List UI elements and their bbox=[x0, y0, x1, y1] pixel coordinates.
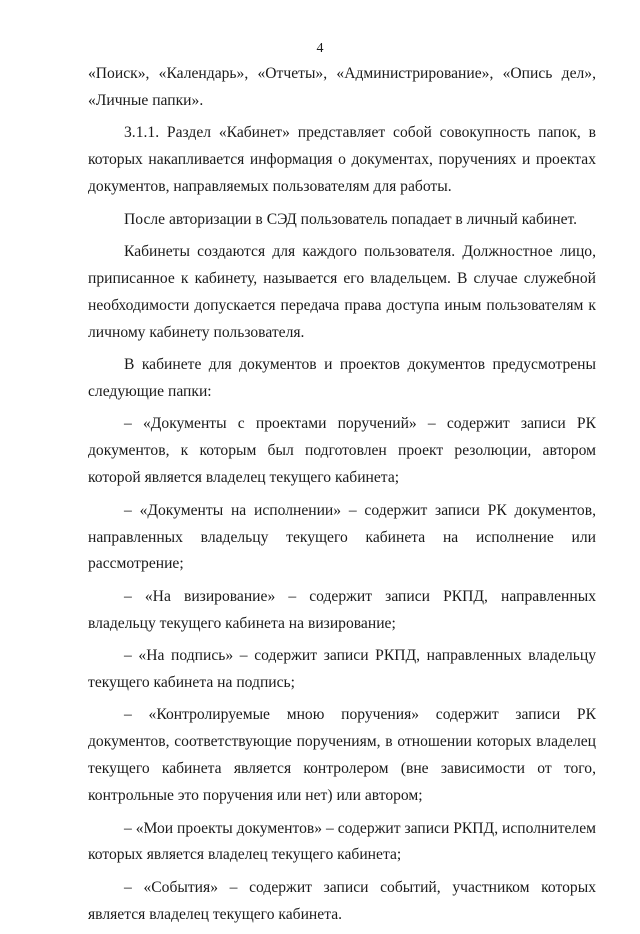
list-item-folder-in-execution: – «Документы на исполнении» – содержит записи РК документов, направленных владельцу текущего кабинета на исполнение или рассмотрение; bbox=[88, 501, 596, 573]
paragraph-cabinet-definition: 3.1.1. Раздел «Кабинет» представляет собой совокупность папок, в которых накапливается информация о документах, поручениях и проектах документов, направляемых пользователям для работы. bbox=[88, 124, 596, 196]
document-body bbox=[88, 61, 596, 934]
paragraph-folders-intro: В кабинете для документов и проектов документов предусмотрены следующие папки: bbox=[88, 356, 596, 400]
list-item-folder-events: – «События» – содержит записи событий, участником которых является владелец текущего кабинета. bbox=[88, 878, 596, 923]
list-item-folder-draft-assignments: – «Документы с проектами поручений» – содержит записи РК документов, к которым был подготовлен проект резолюции, автором которой является владелец текущего кабинета; bbox=[88, 415, 596, 487]
list-item-folder-my-drafts: – «Мои проекты документов» – содержит записи РКПД, исполнителем которых является владелец текущего кабинета; bbox=[88, 819, 596, 864]
list-item-folder-for-approval: – «На визирование» – содержит записи РКПД, направленных владельцу текущего кабинета на визирование; bbox=[88, 587, 596, 632]
list-item-folder-for-signature: – «На подпись» – содержит записи РКПД, направленных владельцу текущего кабинета на подпись; bbox=[88, 647, 596, 692]
page-number: 4 bbox=[316, 41, 324, 56]
list-item-folder-controlled-assignments: – «Контролируемые мною поручения» содержит записи РК документов, соответствующие поручениям, в отношении которых владелец текущего кабинета является контролером (вне зависимости от того, контрольные это поручения или нет) или автором; bbox=[88, 706, 596, 805]
paragraph-after-authorization: После авторизации в СЭД пользователь попадает в личный кабинет. bbox=[124, 210, 578, 228]
paragraph-cabinet-owner: Кабинеты создаются для каждого пользователя. Должностное лицо, приписанное к кабинету, называется его владельцем. В случае служебной необходимости допускается передача права доступа иным пользователям к личному кабинету пользователя. bbox=[88, 242, 596, 341]
paragraph-sections-continuation: «Поиск», «Календарь», «Отчеты», «Администрирование», «Опись дел», «Личные папки». bbox=[88, 65, 596, 109]
